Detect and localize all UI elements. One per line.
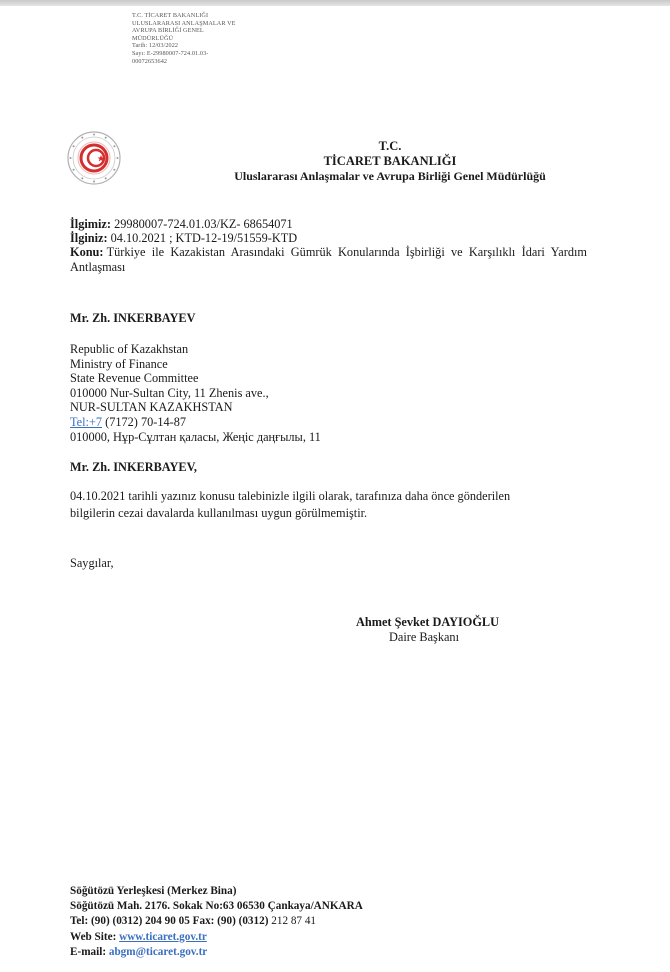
- address-line: Ministry of Finance: [70, 356, 168, 371]
- address-line: 010000 Nur-Sultan City, 11 Zhenis ave.,: [70, 385, 269, 400]
- signature-block: [356, 615, 499, 645]
- body-line: 04.10.2021 tarihli yazınız konusu talebinizle ilgili olarak, tarafınıza daha önce gönderilen: [70, 489, 511, 503]
- document-stamp: [132, 12, 272, 65]
- signatory-title: Daire Başkanı: [389, 630, 459, 644]
- footer-contact: [70, 884, 363, 960]
- closing: Saygılar,: [70, 556, 114, 570]
- recipient-phone: [70, 415, 321, 430]
- body-line: bilgilerin cezai davalarda kullanılması uygun görülmemiştir.: [70, 505, 368, 520]
- subject-label: Konu:: [70, 245, 104, 260]
- email-label: E-mail:: [70, 945, 109, 958]
- your-reference: [70, 231, 612, 245]
- address-kazakh: 010000, Нұр-Сұлтан қаласы, Жеңіс даңғылы, 11: [70, 429, 321, 444]
- your-reference-value: 04.10.2021 ; KTD-12-19/51559-KTD: [110, 231, 298, 246]
- recipient-name: Mr. Zh. INKERBAYEV: [70, 311, 196, 325]
- stamp-number: Sayı: E-29980007-724.01.03-: [132, 49, 209, 57]
- footer-building: Söğütözü Yerleşkesi (Merkez Bina): [70, 885, 237, 897]
- website-label: Web Site:: [70, 930, 120, 943]
- footer-website: [70, 930, 363, 945]
- subject-line1: Türkiye ile Kazakistan Arasındaki Gümrük Konularında İşbirliği ve Karşılıklı İdari Yardım: [106, 245, 587, 260]
- ministry-of-trade-emblem-icon: [66, 130, 122, 186]
- letter-body: [70, 488, 590, 521]
- address-line: NUR-SULTAN KAZAKHSTAN: [70, 400, 233, 415]
- stamp-line: AVRUPA BİRLİĞİ GENEL: [132, 27, 204, 35]
- stamp-line: T.C. TİCARET BAKANLIĞI: [132, 12, 209, 19]
- address-line: State Revenue Committee: [70, 371, 199, 386]
- our-reference: [70, 217, 612, 231]
- stamp-line: ULUSLARARASI ANLAŞMALAR VE: [132, 19, 236, 27]
- reference-block: [70, 217, 612, 274]
- stamp-line: MÜDÜRLÜĞÜ: [132, 34, 174, 42]
- phone-number: (7172) 70-14-87: [102, 414, 187, 429]
- subject: [70, 245, 612, 273]
- footer-tel: Tel: (90) (0312) 204 90 05 Fax: (90) (0312): [70, 915, 269, 928]
- your-reference-label: İlginiz:: [70, 231, 108, 246]
- letterhead-ministry: TİCARET BAKANLIĞI: [323, 154, 457, 168]
- stamp-number-cont: 00072653642: [132, 57, 168, 65]
- salutation: Mr. Zh. INKERBAYEV,: [70, 460, 197, 474]
- our-reference-value: 29980007-724.01.03/KZ- 68654071: [114, 217, 293, 231]
- email-link[interactable]: abgm@ticaret.gov.tr: [108, 945, 208, 958]
- footer-phone-fax: [70, 914, 363, 929]
- our-reference-label: İlgimiz:: [70, 217, 111, 231]
- website-link[interactable]: www.ticaret.gov.tr: [119, 930, 207, 943]
- address-line: Republic of Kazakhstan: [70, 342, 189, 356]
- recipient-address: [70, 342, 321, 444]
- stamp-date: Tarih: 12/03/2022: [132, 42, 179, 50]
- footer-email: [70, 945, 363, 960]
- letterhead: [130, 139, 650, 184]
- signatory-name: Ahmet Şevket DAYIOĞLU: [356, 615, 500, 629]
- footer-address: Söğütözü Mah. 2176. Sokak No:63 06530 Çankaya/ANKARA: [70, 900, 363, 913]
- footer-fax-number: 212 87 41: [268, 915, 316, 928]
- viewer-top-bar: [0, 0, 670, 6]
- subject-line2: Antlaşması: [70, 259, 126, 274]
- letterhead-tc: T.C.: [378, 139, 402, 153]
- phone-link[interactable]: Tel:+7: [70, 414, 103, 429]
- letterhead-department: Uluslararası Anlaşmalar ve Avrupa Birliği Genel Müdürlüğü: [234, 169, 546, 183]
